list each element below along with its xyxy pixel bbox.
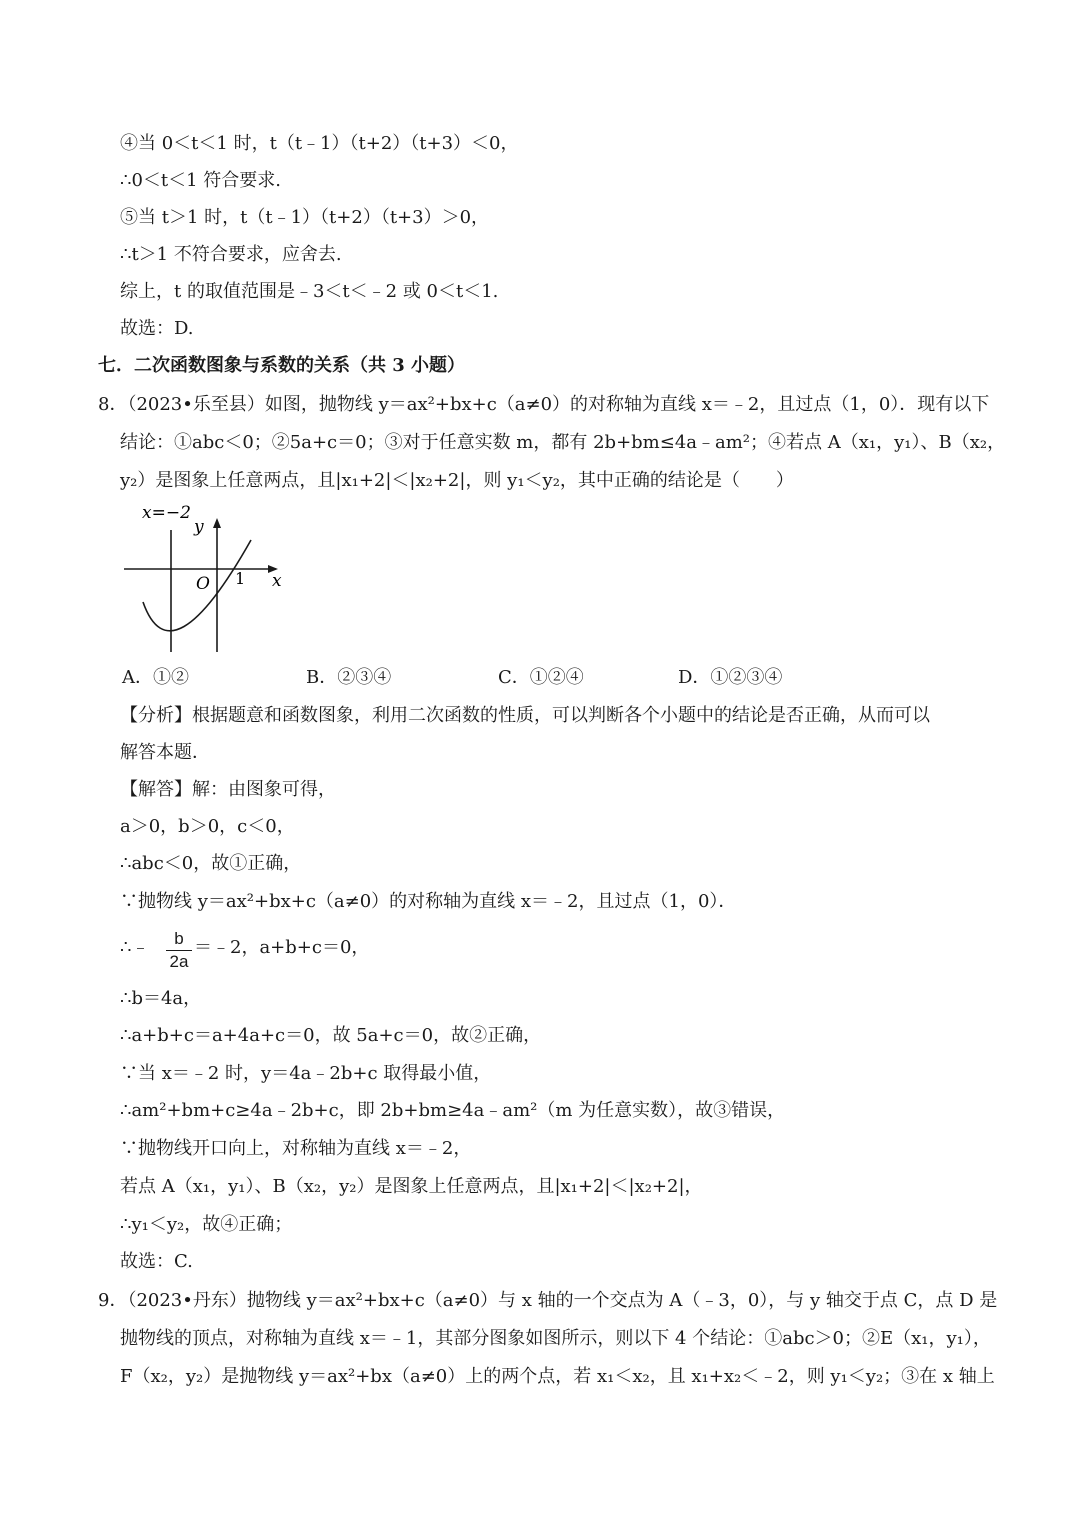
symmetry-axis-label: x=−2 <box>142 503 191 523</box>
choice-d: D．①②③④ <box>678 667 783 688</box>
analysis-text: 解答本题． <box>120 742 210 763</box>
x-axis-label: x <box>272 571 282 591</box>
question-9-text: 9．（2023•丹东）抛物线 y＝ax²+bx+c（a≠0）与 x 轴的一个交点为 A（﹣3，0），与 y 轴交于点 C，点 D 是 <box>98 1290 998 1311</box>
origin-label: O <box>196 574 210 594</box>
solution-line: ∴﹣ <box>120 937 150 958</box>
solution-line: ∵抛物线开口向上，对称轴为直线 x＝﹣2， <box>120 1138 472 1159</box>
question-9-text: F（x₂，y₂）是抛物线 y＝ax²+bx（a≠0）上的两个点，若 x₁＜x₂，且 x₁+x₂＜﹣2，则 y₁＜y₂；③在 x 轴上 <box>120 1366 995 1387</box>
analysis-text: 【分析】根据题意和函数图象，利用二次函数的性质，可以判断各个小题中的结论是否正确，从而可以 <box>120 705 930 726</box>
solution-line: ∴am²+bm+c≥4a﹣2b+c，即 2b+bm≥4a﹣am²（m 为任意实数），故③错误， <box>120 1100 786 1121</box>
question-9-text: 抛物线的顶点，对称轴为直线 x＝﹣1，其部分图象如图所示，则以下 4 个结论：①abc＞0；②E（x₁，y₁）， <box>120 1328 991 1349</box>
solution-line: ∴a+b+c＝a+4a+c＝0，故 5a+c＝0，故②正确， <box>120 1025 542 1046</box>
fraction-numerator: b <box>174 929 184 948</box>
choice-c: C．①②④ <box>498 667 584 688</box>
text-line: ④当 0＜t＜1 时，t（t﹣1）（t+2）（t+3）＜0， <box>120 133 519 154</box>
question-8-text: 结论：①abc＜0；②5a+c＝0；③对于任意实数 m，都有 2b+bm≤4a﹣am²；④若点 A（x₁，y₁）、B（x₂， <box>120 432 1006 453</box>
fraction-b-over-2a <box>166 929 192 972</box>
y-axis-arrow <box>213 518 221 528</box>
solution-line: ∴b＝4a， <box>120 988 202 1009</box>
text-line: 故选：D. <box>120 318 194 339</box>
solution-line: ∴abc＜0，故①正确， <box>120 853 302 874</box>
section-heading: 七．二次函数图象与系数的关系（共 3 小题） <box>98 355 466 376</box>
question-8-text: y₂）是图象上任意两点，且|x₁+2|＜|x₂+2|，则 y₁＜y₂，其中正确的结论是（ ） <box>120 470 794 491</box>
choice-a: A．①② <box>122 667 189 688</box>
solution-line: ∴y₁＜y₂，故④正确； <box>120 1214 293 1235</box>
text-line: ∴0＜t＜1 符合要求. <box>120 170 282 191</box>
text-line: ∴t＞1 不符合要求，应舍去. <box>120 244 342 265</box>
solution-line: 若点 A（x₁，y₁）、B（x₂，y₂）是图象上任意两点，且|x₁+2|＜|x₂+2|， <box>120 1176 703 1197</box>
solution-line: ∵当 x＝﹣2 时，y＝4a﹣2b+c 取得最小值， <box>120 1063 492 1084</box>
fraction-denominator: 2a <box>169 952 189 971</box>
text-line: 综上，t 的取值范围是﹣3＜t＜﹣2 或 0＜t＜1. <box>120 281 499 302</box>
parabola-figure <box>118 500 298 660</box>
question-8-text: 8．（2023•乐至县）如图，抛物线 y＝ax²+bx+c（a≠0）的对称轴为直线 x＝﹣2，且过点（1，0）．现有以下 <box>98 394 990 415</box>
fraction-bar <box>166 950 192 951</box>
tick-label-1: 1 <box>235 569 246 588</box>
solution-line: ∵抛物线 y＝ax²+bx+c（a≠0）的对称轴为直线 x＝﹣2，且过点（1，0）． <box>120 891 737 912</box>
solution-line: 故选：C. <box>120 1251 193 1272</box>
solution-line: a＞0，b＞0，c＜0， <box>120 816 295 837</box>
solution-line: 【解答】解：由图象可得， <box>120 779 336 800</box>
choice-b: B．②③④ <box>306 667 392 688</box>
text-line: ⑤当 t＞1 时，t（t﹣1）（t+2）（t+3）＞0， <box>120 207 490 228</box>
solution-line: ＝﹣2，a+b+c＝0， <box>194 937 370 958</box>
y-axis-label: y <box>194 517 204 537</box>
